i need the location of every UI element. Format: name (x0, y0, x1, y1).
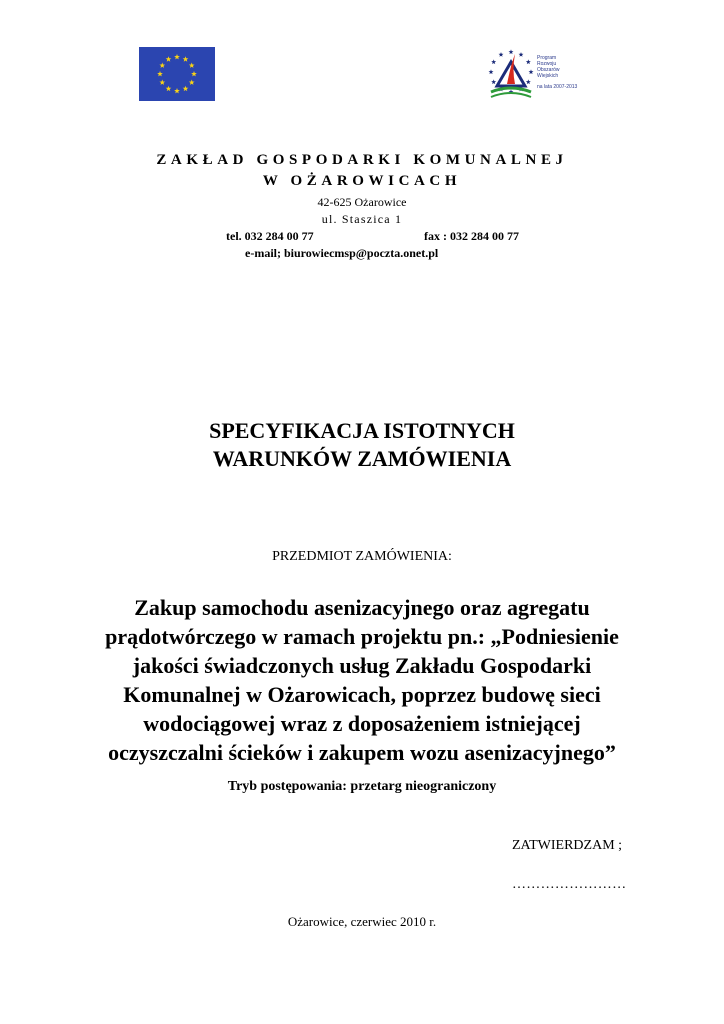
prow-star-icon (491, 79, 496, 84)
subject-line: Komunalnej w Ożarowicach, poprzez budowę sieci (123, 682, 601, 707)
subject-line: oczyszczalni ścieków i zakupem wozu asenizacyjnego” (108, 740, 616, 765)
prow-star-icon (489, 69, 494, 74)
prow-star-icon (499, 52, 504, 57)
prow-star-icon (526, 79, 531, 84)
subject-line: wodociągowej wraz z doposażeniem istniejącej (143, 711, 581, 736)
place-date: Ożarowice, czerwiec 2010 r. (287, 914, 437, 929)
org-fax: fax : 032 284 00 77 (424, 229, 519, 243)
prow-logo (485, 40, 595, 104)
eu-flag-logo (139, 47, 215, 101)
prow-emblem-icon (485, 40, 537, 104)
subject-line: prądotwórczego w ramach projektu pn.: „Podniesienie (105, 624, 619, 649)
prow-star-icon (529, 69, 534, 74)
org-postal-address: 42-625 Ożarowice (317, 195, 407, 209)
prow-star-icon (509, 49, 514, 54)
approval-label: ZATWIERDZAM ; (512, 838, 623, 853)
prow-text-line: Wiejskich (537, 73, 559, 79)
subject-label: PRZEDMIOT ZAMÓWIENIA: (272, 549, 452, 564)
org-name-line1: ZAKŁAD GOSPODARKI KOMUNALNEJ (156, 152, 568, 168)
procedure-mode: Tryb postępowania: przetarg nieograniczony (227, 779, 497, 794)
org-phone: tel. 032 284 00 77 (226, 229, 314, 243)
subject-line: jakości świadczonych usług Zakładu Gospodarki (132, 653, 592, 678)
prow-star-icon (526, 59, 531, 64)
prow-text-line: Rozwoju (537, 61, 557, 67)
prow-text-line: na lata 2007-2013 (537, 84, 578, 90)
document-title-line1: SPECYFIKACJA ISTOTNYCH (209, 418, 515, 443)
signature-line: …………………… (512, 877, 627, 892)
prow-star-icon (519, 52, 524, 57)
prow-star-icon (491, 59, 496, 64)
subject-line: Zakup samochodu asenizacyjnego oraz agregatu (134, 595, 590, 620)
org-contact-row (226, 229, 519, 244)
org-name-line2: W OŻAROWICACH (262, 173, 462, 189)
prow-text-line: Obszarów (537, 67, 560, 73)
document-title-line2: WARUNKÓW ZAMÓWIENIA (212, 446, 512, 471)
prow-text-line: Program (537, 55, 557, 61)
org-email: e-mail; biurowiecmsp@poczta.onet.pl (245, 246, 439, 260)
org-street-address: ul. Staszica 1 (321, 212, 403, 226)
